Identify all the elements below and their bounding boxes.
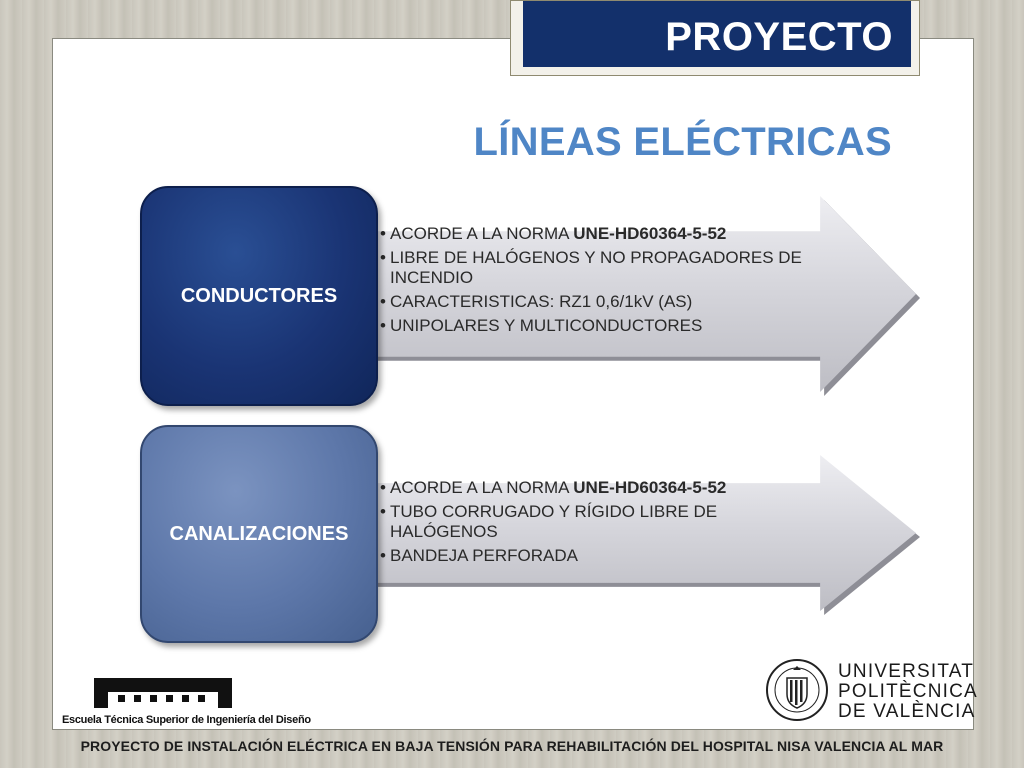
etsid-logo xyxy=(62,678,311,728)
upv-name-line: POLITÈCNICA xyxy=(838,681,978,702)
title-banner xyxy=(523,1,911,67)
slide-title: PROYECTO xyxy=(665,15,893,59)
norm-reference: UNE-HD60364-5-52 xyxy=(573,224,727,243)
bullet-item: • UNIPOLARES Y MULTICONDUCTORES xyxy=(382,316,832,336)
etsid-name: Escuela Técnica Superior de Ingeniería del Diseño xyxy=(62,714,311,726)
footer-project-title: PROYECTO DE INSTALACIÓN ELÉCTRICA EN BAJA TENSIÓN PARA REHABILITACIÓN DEL HOSPITAL NISA VALENCIA AL MAR xyxy=(80,738,944,754)
etsid-emblem-icon xyxy=(94,678,232,708)
bullet-item: • TUBO CORRUGADO Y RÍGIDO LIBRE DE HALÓGENOS xyxy=(382,502,802,542)
bullet-item: • ACORDE A LA NORMA UNE-HD60364-5-52 xyxy=(382,478,802,498)
bullet-item: • LIBRE DE HALÓGENOS Y NO PROPAGADORES DE INCENDIO xyxy=(382,248,832,288)
norm-reference: UNE-HD60364-5-52 xyxy=(573,478,727,497)
canalizaciones-label: CANALIZACIONES xyxy=(169,522,349,545)
upv-seal-icon xyxy=(766,658,828,722)
conductores-label: CONDUCTORES xyxy=(180,284,338,307)
conductores-box xyxy=(140,186,378,406)
bullet-item: • BANDEJA PERFORADA xyxy=(382,546,802,566)
conductores-bullet-list xyxy=(382,224,832,340)
bullet-item: • CARACTERISTICAS: RZ1 0,6/1kV (AS) xyxy=(382,292,832,312)
canalizaciones-box xyxy=(140,425,378,643)
canalizaciones-bullet-list xyxy=(382,478,802,570)
upv-name-line: DE VALÈNCIA xyxy=(838,701,976,722)
upv-name xyxy=(838,662,978,722)
title-tab xyxy=(510,0,920,76)
bullet-item: • ACORDE A LA NORMA UNE-HD60364-5-52 xyxy=(382,224,832,244)
page-heading: LÍNEAS ELÉCTRICAS xyxy=(473,120,892,164)
upv-name-line: UNIVERSITAT xyxy=(838,661,975,682)
